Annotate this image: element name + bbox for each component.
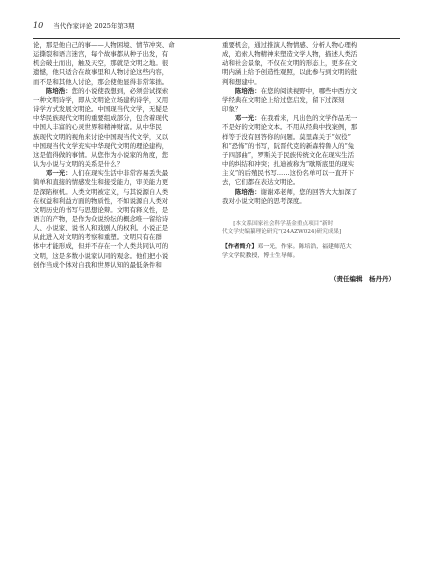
paragraph-text: 您的小说使我想到，必须尝试探索 一种文明诗学，即从文明论立场建构诗学，又用 诗学方式发展文明论。中国现当代文学，无疑是 中华民族现代文明的重要组成部分，包含着现代 中国人丰富的心灵世界和精神财富。从中华民 族现代文明的视角来讨论中国现当代文学，又以 中国现当代文学充实中华现代文明的理论建构， 这是值得做的事情。从您作为小说家的角度，您 认为小说与文明的关系是什么？ bbox=[33, 86, 169, 169]
speaker-name: 陈培浩： bbox=[45, 86, 72, 95]
paragraph: 论，那是他自己的事——人物困境、情节冲突、命 运撕裂和语言迷宫，每个故事都从种子出发，有 机会破土而出，触及天空，那就是文明之地。很 遗憾，他只适合在故事里和人物讨论这些内容， 而不是和其他人讨论，那会使他显得非常笨拙。 bbox=[33, 41, 175, 86]
speaker-name: 陈培浩： bbox=[234, 187, 261, 196]
speaker-name: 陈培浩： bbox=[234, 86, 261, 95]
paragraph-text: 在您的阅读视野中，哪些中西方文 学经典在文明论上给过您启发，留下过深刻 印象？ bbox=[222, 86, 358, 114]
left-column bbox=[33, 41, 210, 270]
paragraph bbox=[33, 87, 210, 169]
paragraph-text: 谢谢邓老师，您的回答大大加深了 我对小说文明论的思考深度。 bbox=[222, 187, 358, 205]
speaker-name: 邓一光： bbox=[45, 169, 72, 178]
speaker-name: 邓一光： bbox=[234, 114, 261, 123]
responsible-editor: （责任编辑 杨丹丹） bbox=[330, 274, 395, 283]
author-bio-text: 邓一光，作家。陈培浩，福建师范大 学文学院教授，博士生导师。 bbox=[222, 244, 352, 259]
journal-name: 当代作家评论 bbox=[53, 22, 93, 30]
paragraph: 重要机会，通过推演人物情感、分析人物心理构 成，追索人物精神来塑造文学人物，描述人类活 动和社会景象，不仅在文明的形态上，更多在文 明内涵上给予创造性观照，以此参与到文明的批 判和想建中。 bbox=[222, 41, 358, 86]
running-header bbox=[33, 20, 400, 39]
funding-note: [本文系国家社会科学基金重点项目“新时 代文学史编纂理论研究”(24AZW024)研究成果] bbox=[222, 220, 342, 236]
paragraph bbox=[222, 188, 399, 206]
right-column bbox=[222, 41, 399, 284]
author-bio bbox=[222, 243, 399, 261]
page-number: 10 bbox=[33, 21, 44, 30]
paragraph-text: 人们在现实生活中非常容易丢失最 简单和直接的情感发生和接受能力，审美能力更 是深陷枢机。人类文明被定义，与其说源自人类 在权益和利益方面的物质性，不如说源自人类对 文明历史的书写与思想论辩。文明有释义性，是 语言的产物，是作为众说纷纭的概念唯一留给诗 人、小说家、说书人和戏剧人的权利。小说正是 从此进入对文明的考察和重塑。文明只有在群 体中才能形成，但并不存在一个人类共同认可的 文明，这是多数小说家认同的观念。他们把小说 创作当成个体对自我和世界认知的最低条件和 bbox=[33, 169, 169, 269]
paragraph bbox=[222, 87, 399, 114]
paragraph-text: 在我看来，凡出色的文学作品无一 不是好的文明论文本。不用从经典中找案例，那 样等于没有回答你的问题。莫里森关于“奴役” 和“恐怖”的书写，阮晋代克的新森特鲁人的“兔 子四部曲”，罗斯关于民族传统文化在现实生活 中的纠结和冲突；扎迪被称为“歇斯底里的现实 主义”的后殖民书写……这份名单可以一直开下 去，它们都在表达文明论。 bbox=[222, 114, 358, 187]
paragraph bbox=[222, 114, 399, 187]
author-bio-label: 【作者简介】 bbox=[222, 243, 258, 250]
paragraph bbox=[33, 169, 210, 270]
issue-label: 2025年第3期 bbox=[94, 22, 135, 30]
